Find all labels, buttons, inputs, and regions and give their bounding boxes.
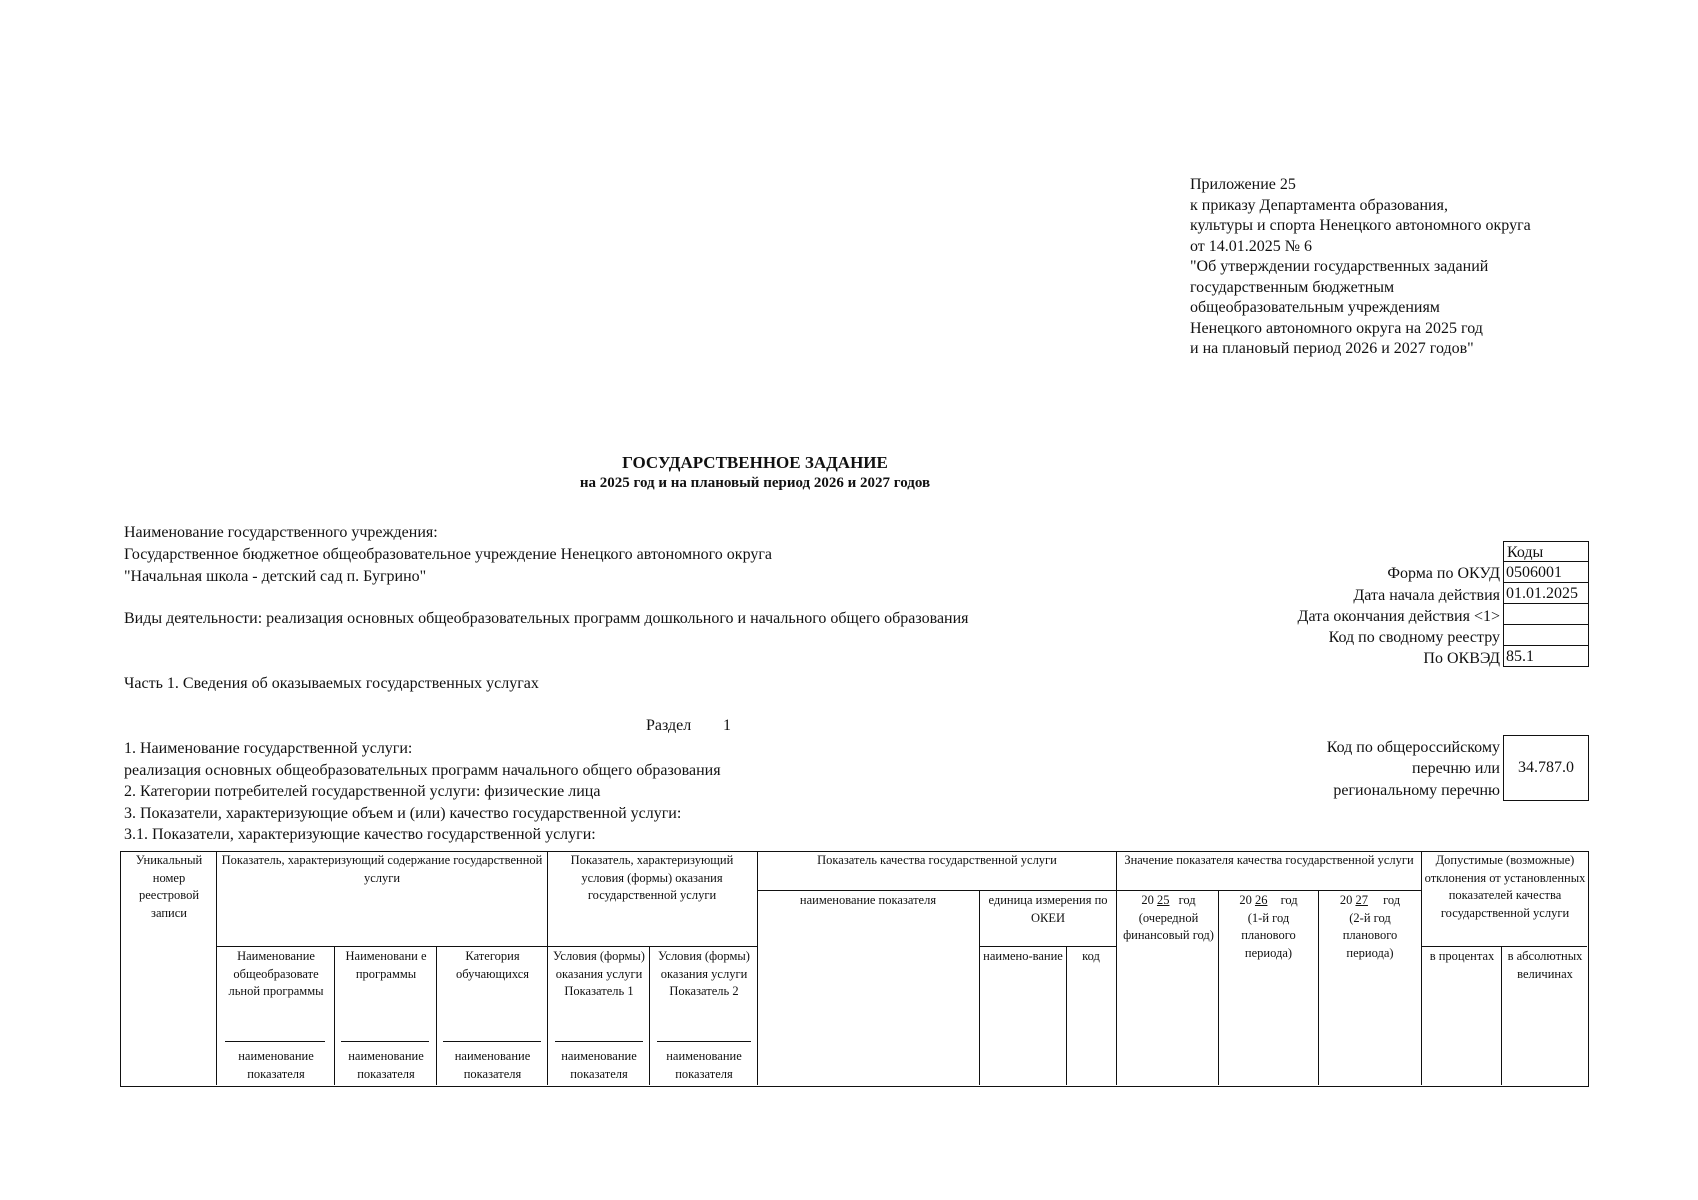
- institution-name-line2: "Начальная школа - детский сад п. Бугрино": [124, 568, 427, 585]
- header-year-2027: [1321, 892, 1419, 962]
- header-condition-1: Условия (формы) оказания услуги Показатель 1: [553, 949, 645, 998]
- code-value-start-date: 01.01.2025: [1503, 583, 1589, 604]
- header-indicator-name: наименование показателя: [799, 893, 937, 907]
- code-value-end-date: [1503, 604, 1589, 625]
- appendix-line: Ненецкого автономного округа на 2025 год: [1190, 319, 1483, 337]
- appendix-block: [1190, 175, 1531, 360]
- appendix-line: общеобразовательным учреждениям: [1190, 299, 1440, 316]
- year-note: (2-й год планового периода): [1342, 910, 1398, 960]
- appendix-line: государственным бюджетным: [1190, 278, 1395, 296]
- codes-header: Коды: [1503, 541, 1589, 562]
- code-label-okud: Форма по ОКУД: [1387, 565, 1500, 582]
- year-suffix: год: [1383, 893, 1401, 907]
- code-label-start-date: Дата начала действия: [1353, 587, 1500, 604]
- year-note: (очередной финансовый год): [1123, 910, 1214, 942]
- year-prefix: 20: [1141, 893, 1154, 907]
- indicator-name-label: наименование показателя: [561, 1049, 637, 1081]
- code-value-okud: 0506001: [1503, 562, 1589, 583]
- code-value-registry: [1503, 625, 1589, 646]
- indicator-name-label: наименование показателя: [238, 1049, 314, 1081]
- header-year-2025: [1120, 892, 1217, 945]
- year-prefix: 20: [1339, 893, 1353, 907]
- indicator-name-label: наименование показателя: [454, 1049, 531, 1081]
- year-note: (1-й год планового периода): [1241, 910, 1296, 960]
- service-name-label: 1. Наименование государственной услуги:: [124, 740, 413, 757]
- header-content-group: Показатель, характеризующий содержание государственной услуги: [221, 853, 543, 885]
- consumer-categories: 2. Категории потребителей государственной услуги: физические лица: [124, 783, 601, 800]
- indicator-name-label: наименование показателя: [666, 1049, 742, 1081]
- code-value-okved: 85.1: [1503, 646, 1589, 667]
- service-name-value: реализация основных общеобразовательных программ начального общего образования: [124, 762, 721, 779]
- institution-label: Наименование государственного учреждения:: [124, 524, 438, 541]
- indicator-name-label: наименование показателя: [348, 1049, 424, 1081]
- appendix-line: "Об утверждении государственных заданий: [1190, 258, 1489, 275]
- year-value: 27: [1355, 893, 1368, 907]
- header-deviation-group: Допустимые (возможные) отклонения от установленных показателей качества государственной услуги: [1424, 853, 1586, 920]
- header-student-category: Категория обучающихся: [455, 949, 530, 981]
- quality-indicators-table: [120, 851, 1589, 1087]
- header-program-name: Наименование общеобразовате льной программы: [228, 949, 324, 998]
- institution-name-line1: Государственное бюджетное общеобразовательное учреждение Ненецкого автономного округа: [124, 546, 773, 563]
- year-value: 26: [1254, 893, 1268, 907]
- header-conditions-group: Показатель, характеризующий условия (формы) оказания государственной услуги: [570, 853, 734, 902]
- registry-label-line1: Код по общероссийскому: [1326, 739, 1500, 756]
- year-suffix: год: [1280, 893, 1298, 907]
- code-label-registry: Код по сводному реестру: [1328, 629, 1500, 646]
- header-unit-code: код: [1082, 949, 1100, 963]
- appendix-line: Приложение 25: [1190, 176, 1296, 193]
- header-unique-number: Уникальный номер реестровой записи: [135, 853, 203, 920]
- section-label: Раздел: [646, 717, 692, 734]
- year-value: 25: [1156, 893, 1170, 907]
- header-value-group: Значение показателя качества государственной услуги: [1124, 853, 1414, 867]
- header-unit-okei: единица измерения по ОКЕИ: [988, 893, 1108, 925]
- year-prefix: 20: [1239, 893, 1252, 907]
- header-program: Наименовани е программы: [345, 949, 427, 981]
- registry-code-box: [1503, 735, 1589, 801]
- quality-indicators-heading: 3.1. Показатели, характеризующие качество государственной услуги:: [124, 826, 596, 843]
- appendix-line: культуры и спорта Ненецкого автономного округа: [1190, 217, 1531, 234]
- registry-label-line2: перечню или: [1411, 760, 1500, 777]
- document-subtitle: на 2025 год и на плановый период 2026 и 2027 годов: [579, 475, 931, 491]
- appendix-line: и на плановый период 2026 и 2027 годов": [1190, 340, 1474, 357]
- part-1-heading: Часть 1. Сведения об оказываемых государственных услугах: [124, 675, 539, 692]
- document-title: ГОСУДАРСТВЕННОЕ ЗАДАНИЕ: [622, 453, 888, 472]
- header-in-absolute: в абсолютных величинах: [1507, 949, 1583, 981]
- indicators-heading: 3. Показатели, характеризующие объем и (или) качество государственной услуги:: [124, 805, 682, 822]
- registry-label-line3: региональному перечню: [1333, 782, 1500, 799]
- header-unit-name: наимено-вание: [983, 949, 1063, 963]
- header-condition-2: Условия (формы) оказания услуги Показатель 2: [658, 949, 750, 998]
- header-quality-group: Показатель качества государственной услуги: [817, 853, 1057, 867]
- activity-types: Виды деятельности: реализация основных общеобразовательных программ дошкольного и начального общего образования: [124, 610, 969, 627]
- appendix-line: к приказу Департамента образования,: [1190, 196, 1448, 214]
- section-number: 1: [723, 717, 731, 734]
- code-label-end-date: Дата окончания действия <1>: [1297, 608, 1500, 625]
- header-year-2026: [1220, 892, 1317, 962]
- year-suffix: год: [1178, 893, 1196, 907]
- header-in-percent: в процентах: [1429, 949, 1495, 963]
- registry-code-value: 34.787.0: [1518, 759, 1574, 776]
- code-label-okved: По ОКВЭД: [1423, 650, 1500, 667]
- appendix-line: от 14.01.2025 № 6: [1190, 237, 1313, 255]
